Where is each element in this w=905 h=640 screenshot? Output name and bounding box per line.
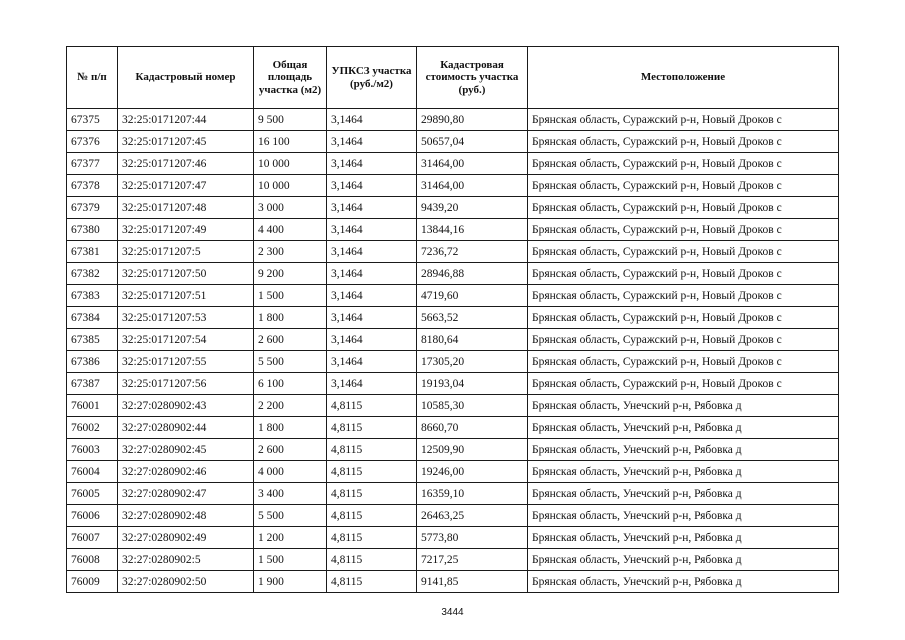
cell-area: 4 000 [254,461,327,483]
cell-upksz: 3,1464 [327,109,417,131]
cell-cadastral-value: 31464,00 [417,153,528,175]
cell-cadastral-value: 7217,25 [417,549,528,571]
cell-upksz: 4,8115 [327,417,417,439]
cell-upksz: 3,1464 [327,219,417,241]
cell-number: 76003 [67,439,118,461]
cell-cadastral-number: 32:27:0280902:44 [118,417,254,439]
cell-area: 2 600 [254,329,327,351]
cell-cadastral-value: 19193,04 [417,373,528,395]
table-header-row [67,47,839,109]
cell-upksz: 3,1464 [327,373,417,395]
cell-cadastral-value: 19246,00 [417,461,528,483]
cell-location: Брянская область, Суражский р-н, Новый Дроков с [528,175,839,197]
cell-number: 76008 [67,549,118,571]
table-row [67,395,839,417]
table-row [67,109,839,131]
header-cadastral-value: Кадастровая стоимость участка (руб.) [417,47,528,109]
cell-location: Брянская область, Суражский р-н, Новый Дроков с [528,263,839,285]
cell-cadastral-value: 26463,25 [417,505,528,527]
cell-upksz: 3,1464 [327,197,417,219]
cell-upksz: 4,8115 [327,395,417,417]
cell-cadastral-value: 9439,20 [417,197,528,219]
cell-location: Брянская область, Суражский р-н, Новый Дроков с [528,131,839,153]
table-row [67,197,839,219]
cell-upksz: 3,1464 [327,329,417,351]
cell-area: 9 200 [254,263,327,285]
table-row [67,483,839,505]
cell-cadastral-value: 7236,72 [417,241,528,263]
cell-upksz: 3,1464 [327,285,417,307]
table-body [67,109,839,593]
cell-location: Брянская область, Унечский р-н, Рябовка д [528,505,839,527]
cell-number: 67384 [67,307,118,329]
cell-number: 67378 [67,175,118,197]
cell-upksz: 4,8115 [327,483,417,505]
cell-cadastral-number: 32:27:0280902:43 [118,395,254,417]
cell-number: 67387 [67,373,118,395]
cell-cadastral-value: 8180,64 [417,329,528,351]
table-row [67,175,839,197]
cell-cadastral-value: 31464,00 [417,175,528,197]
cell-cadastral-number: 32:25:0171207:53 [118,307,254,329]
cell-upksz: 4,8115 [327,571,417,593]
cell-cadastral-number: 32:25:0171207:47 [118,175,254,197]
cell-cadastral-number: 32:25:0171207:49 [118,219,254,241]
cell-location: Брянская область, Унечский р-н, Рябовка д [528,417,839,439]
cell-location: Брянская область, Суражский р-н, Новый Дроков с [528,153,839,175]
table-row [67,527,839,549]
cell-cadastral-number: 32:25:0171207:45 [118,131,254,153]
cell-location: Брянская область, Унечский р-н, Рябовка д [528,395,839,417]
cell-number: 67381 [67,241,118,263]
header-area: Общая площадь участка (м2) [254,47,327,109]
table-row [67,351,839,373]
cell-number: 67376 [67,131,118,153]
cell-number: 67377 [67,153,118,175]
cell-cadastral-number: 32:27:0280902:50 [118,571,254,593]
cell-cadastral-number: 32:25:0171207:46 [118,153,254,175]
cell-upksz: 3,1464 [327,131,417,153]
table-row [67,549,839,571]
cell-location: Брянская область, Унечский р-н, Рябовка д [528,461,839,483]
cell-cadastral-number: 32:25:0171207:44 [118,109,254,131]
cell-location: Брянская область, Унечский р-н, Рябовка д [528,483,839,505]
table-row [67,153,839,175]
table-row [67,329,839,351]
cell-cadastral-value: 9141,85 [417,571,528,593]
table-row [67,505,839,527]
cell-upksz: 4,8115 [327,505,417,527]
cell-number: 76001 [67,395,118,417]
cell-cadastral-value: 29890,80 [417,109,528,131]
cell-upksz: 4,8115 [327,527,417,549]
cell-location: Брянская область, Унечский р-н, Рябовка д [528,527,839,549]
cell-area: 10 000 [254,153,327,175]
table-row [67,241,839,263]
cell-number: 76007 [67,527,118,549]
cell-upksz: 4,8115 [327,461,417,483]
cell-area: 2 300 [254,241,327,263]
cell-location: Брянская область, Суражский р-н, Новый Дроков с [528,307,839,329]
cell-cadastral-value: 12509,90 [417,439,528,461]
cell-number: 67386 [67,351,118,373]
cell-cadastral-number: 32:27:0280902:49 [118,527,254,549]
cell-location: Брянская область, Суражский р-н, Новый Дроков с [528,373,839,395]
page-number: 3444 [441,607,464,618]
cell-number: 67379 [67,197,118,219]
cell-location: Брянская область, Унечский р-н, Рябовка д [528,549,839,571]
cell-upksz: 4,8115 [327,549,417,571]
cell-cadastral-number: 32:27:0280902:46 [118,461,254,483]
cell-location: Брянская область, Суражский р-н, Новый Дроков с [528,329,839,351]
cell-area: 3 400 [254,483,327,505]
cell-area: 5 500 [254,351,327,373]
cell-location: Брянская область, Суражский р-н, Новый Дроков с [528,285,839,307]
cell-upksz: 3,1464 [327,307,417,329]
cell-area: 1 500 [254,549,327,571]
cell-cadastral-value: 10585,30 [417,395,528,417]
cell-number: 76009 [67,571,118,593]
cell-location: Брянская область, Суражский р-н, Новый Дроков с [528,219,839,241]
cell-area: 16 100 [254,131,327,153]
cell-location: Брянская область, Суражский р-н, Новый Дроков с [528,197,839,219]
table-row [67,263,839,285]
cell-area: 1 800 [254,307,327,329]
cell-area: 4 400 [254,219,327,241]
cell-cadastral-value: 8660,70 [417,417,528,439]
table-row [67,439,839,461]
cell-area: 10 000 [254,175,327,197]
table-row [67,131,839,153]
cell-number: 76006 [67,505,118,527]
cell-upksz: 3,1464 [327,175,417,197]
cell-upksz: 4,8115 [327,439,417,461]
cell-cadastral-number: 32:25:0171207:54 [118,329,254,351]
cell-cadastral-value: 13844,16 [417,219,528,241]
cell-area: 1 800 [254,417,327,439]
cell-number: 67375 [67,109,118,131]
table-row [67,219,839,241]
cell-cadastral-value: 4719,60 [417,285,528,307]
cell-area: 1 200 [254,527,327,549]
cell-upksz: 3,1464 [327,351,417,373]
cell-area: 2 200 [254,395,327,417]
table-row [67,461,839,483]
cell-cadastral-number: 32:27:0280902:47 [118,483,254,505]
cell-area: 6 100 [254,373,327,395]
header-upksz: УПКСЗ участка (руб./м2) [327,47,417,109]
header-number: № п/п [67,47,118,109]
table-row [67,571,839,593]
table-row [67,373,839,395]
cell-upksz: 3,1464 [327,241,417,263]
cell-area: 1 500 [254,285,327,307]
cadastral-table [66,46,839,593]
cell-cadastral-number: 32:25:0171207:55 [118,351,254,373]
cell-cadastral-value: 50657,04 [417,131,528,153]
cell-cadastral-value: 17305,20 [417,351,528,373]
cell-area: 3 000 [254,197,327,219]
cell-number: 76005 [67,483,118,505]
cell-area: 9 500 [254,109,327,131]
table-row [67,417,839,439]
cell-number: 67380 [67,219,118,241]
cell-upksz: 3,1464 [327,263,417,285]
cell-cadastral-value: 16359,10 [417,483,528,505]
table-row [67,307,839,329]
cell-area: 2 600 [254,439,327,461]
cell-cadastral-number: 32:27:0280902:48 [118,505,254,527]
cell-cadastral-number: 32:25:0171207:48 [118,197,254,219]
cell-location: Брянская область, Суражский р-н, Новый Дроков с [528,109,839,131]
cell-cadastral-number: 32:27:0280902:5 [118,549,254,571]
cell-location: Брянская область, Унечский р-н, Рябовка д [528,571,839,593]
cell-location: Брянская область, Унечский р-н, Рябовка д [528,439,839,461]
cell-number: 67382 [67,263,118,285]
cell-upksz: 3,1464 [327,153,417,175]
cell-cadastral-value: 5663,52 [417,307,528,329]
cell-cadastral-value: 28946,88 [417,263,528,285]
cell-area: 5 500 [254,505,327,527]
cell-cadastral-number: 32:25:0171207:51 [118,285,254,307]
cell-number: 67385 [67,329,118,351]
header-location: Местоположение [528,47,839,109]
header-cadastral-number: Кадастровый номер [118,47,254,109]
cell-number: 76004 [67,461,118,483]
cell-location: Брянская область, Суражский р-н, Новый Дроков с [528,241,839,263]
cell-cadastral-number: 32:27:0280902:45 [118,439,254,461]
table-row [67,285,839,307]
cell-number: 67383 [67,285,118,307]
cell-area: 1 900 [254,571,327,593]
cell-location: Брянская область, Суражский р-н, Новый Дроков с [528,351,839,373]
cell-cadastral-number: 32:25:0171207:56 [118,373,254,395]
cell-number: 76002 [67,417,118,439]
cell-cadastral-number: 32:25:0171207:5 [118,241,254,263]
cell-cadastral-value: 5773,80 [417,527,528,549]
cell-cadastral-number: 32:25:0171207:50 [118,263,254,285]
